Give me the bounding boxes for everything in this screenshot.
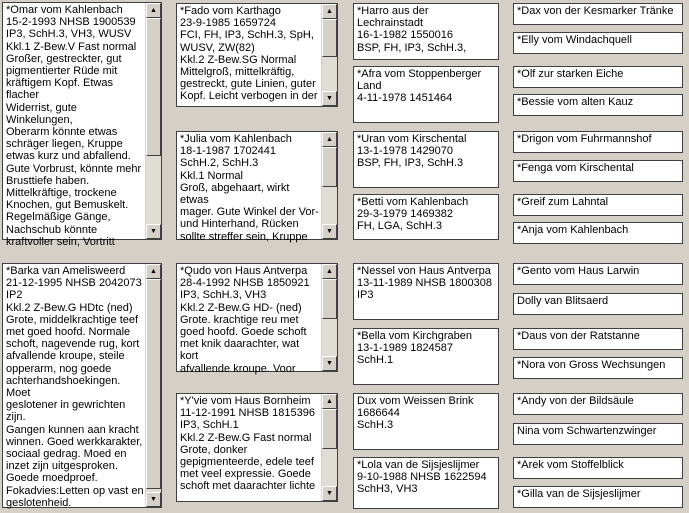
entry-text: *Uran vom Kirschental 13-1-1978 1429070 BSP, FH, IP3, SchH.3 (357, 133, 467, 170)
entry-text: *Greif zum Lahntal (517, 196, 609, 208)
pedigree-entry-ancestor[interactable] (513, 293, 683, 315)
entry-text: *Omar vom Kahlenbach 15-2-1993 NHSB 1900539 IP3, SchH.3, VH3, WUSV Kkl.1 Z-Bew.V Fast normal Großer, gestreckter, gut pigmentierter Rüde mit kräftigem Kopf. Etwas flacher Widerrist, gute Winkelungen, Oberarm könnte etwas schräger liegen, Kruppe etwas kurz und abfallend. Gute Vorbrust, könnte mehr Brusttiefe haben. Mittelkräftige, trockene Knochen, gut Bemuskelt. Regelmäßige Gänge, Nachschub könnte kraftvoller sein, Vortritt (6, 4, 142, 248)
scroll-down-arrow-icon[interactable]: ▼ (322, 224, 337, 239)
scroll-down-arrow-icon[interactable]: ▼ (146, 492, 161, 507)
pedigree-entry-sire-dam[interactable] (353, 328, 499, 385)
pedigree-entry-dam-sire[interactable] (353, 131, 499, 188)
scroll-thumb[interactable] (322, 147, 337, 187)
vertical-scrollbar[interactable] (145, 264, 161, 507)
pedigree-entry-sire-sire[interactable] (353, 263, 499, 320)
pedigree-entry-sire-sire[interactable] (353, 3, 499, 60)
scroll-thumb[interactable] (322, 19, 337, 57)
entry-text: Dolly van Blitsaerd (517, 295, 609, 307)
pedigree-entry-dam[interactable] (176, 131, 338, 243)
entry-text: *Julia vom Kahlenbach 18-1-1987 1702441 SchH.2, SchH.3 Kkl.1 Normal Groß, abgehaart, wirkt etwas mager. Gute Winkel der Vor- und Hinterhand, Rücken sollte streffer sein, Kruppe (180, 133, 319, 243)
pedigree-entry-ancestor[interactable] (513, 393, 683, 415)
entry-text: *Fenga vom Kirschental (517, 162, 634, 174)
pedigree-entry-dam-sire[interactable] (353, 393, 499, 450)
entry-text: Dux vom Weissen Brink 1686644 SchH.3 (357, 395, 474, 432)
scroll-thumb[interactable] (146, 18, 161, 156)
vertical-scrollbar[interactable] (145, 3, 161, 239)
pedigree-entry-dog[interactable] (2, 263, 162, 508)
pedigree-entry-dog[interactable] (2, 2, 162, 248)
pedigree-entry-ancestor[interactable] (513, 131, 683, 153)
vertical-scrollbar[interactable] (321, 394, 337, 501)
entry-text: *Betti vom Kahlenbach 29-3-1979 1469382 FH, LGA, SchH.3 (357, 196, 469, 233)
scroll-thumb[interactable] (322, 409, 337, 449)
entry-text: *Gento vom Haus Larwin (517, 265, 640, 277)
pedigree-entry-dam[interactable] (176, 393, 338, 502)
scroll-up-arrow-icon[interactable]: ▲ (322, 132, 337, 147)
scroll-up-arrow-icon[interactable]: ▲ (146, 264, 161, 279)
entry-text: *Afra vom Stoppenberger Land 4-11-1978 1451464 (357, 68, 482, 105)
entry-text: *Dax von der Kesmarker Tränke (517, 5, 674, 17)
entry-text: *Nora von Gross Wechsungen (517, 359, 666, 371)
pedigree-entry-ancestor[interactable] (513, 357, 683, 379)
entry-text: *Fado vom Karthago 23-9-1985 1659724 FCI, FH, IP3, SchH.3, SpH, WUSV, ZW(82) Kkl.2 Z-Bew.SG Normal Mittelgroß, mittelkräftig, gestreckt, gute Linien, guter Kopf. Leicht verbogen in der (180, 5, 318, 103)
entry-text: *Lola van de Sijsjeslijmer 9-10-1988 NHSB 1622594 SchH3, VH3 (357, 459, 487, 496)
scroll-down-arrow-icon[interactable]: ▼ (322, 486, 337, 501)
pedigree-entry-ancestor[interactable] (513, 194, 683, 216)
entry-text: *Y'vie vom Haus Bornheim 11-12-1991 NHSB 1815396 IP3, SchH.1 Kkl.2 Z-Bew.G Fast normal Grote, donker gepigmenteerde, edele teef met veel expressie. Goede schoft met daarachter lichte (180, 395, 316, 493)
pedigree-entry-ancestor[interactable] (513, 94, 683, 116)
entry-text: *Arek vom Stoffelblick (517, 459, 624, 471)
entry-text: *Gilla van de Sijsjeslijmer (517, 488, 641, 500)
entry-text: *Harro aus der Lechrainstadt 16-1-1982 1550016 BSP, FH, IP3, SchH.3, (357, 5, 467, 54)
pedigree-entry-ancestor[interactable] (513, 486, 683, 508)
entry-text: Nina vom Schwartenzwinger (517, 425, 657, 437)
scroll-thumb[interactable] (146, 279, 161, 489)
vertical-scrollbar[interactable] (321, 132, 337, 239)
entry-text: *Qudo von Haus Antverpa 28-4-1992 NHSB 1850921 IP3, SchH.3, VH3 Kkl.2 Z-Bew.G HD- (ned) Grote. krachtige reu met goed hoofd. Goede schoft met knik daarachter, wat kort afvallende kroupe. Voor (180, 265, 310, 375)
scroll-down-arrow-icon[interactable]: ▼ (322, 91, 337, 106)
entry-text: *Bessie vom alten Kauz (517, 96, 634, 108)
entry-text: *Nessel von Haus Antverpa 13-11-1989 NHSB 1800308 IP3 (357, 265, 492, 302)
pedigree-entry-ancestor[interactable] (513, 160, 683, 182)
pedigree-entry-sire[interactable] (176, 3, 338, 107)
pedigree-entry-ancestor[interactable] (513, 32, 683, 54)
pedigree-entry-ancestor[interactable] (513, 222, 683, 244)
entry-text: *Anja vom Kahlenbach (517, 224, 629, 236)
entry-text: *Bella vom Kirchgraben 13-1-1989 1824587 SchH.1 (357, 330, 472, 367)
pedigree-entry-ancestor[interactable] (513, 457, 683, 479)
pedigree-entry-ancestor[interactable] (513, 263, 683, 285)
pedigree-entry-dam-dam[interactable] (353, 194, 499, 240)
scroll-up-arrow-icon[interactable]: ▲ (322, 4, 337, 19)
entry-text: *Andy von der Bildsäule (517, 395, 634, 407)
scroll-thumb[interactable] (322, 279, 337, 319)
scroll-down-arrow-icon[interactable]: ▼ (146, 224, 161, 239)
scroll-up-arrow-icon[interactable]: ▲ (146, 3, 161, 18)
pedigree-entry-ancestor[interactable] (513, 66, 683, 88)
entry-text: *Daus von der Ratstanne (517, 330, 640, 342)
scroll-up-arrow-icon[interactable]: ▲ (322, 394, 337, 409)
entry-text: *Barka van Amelisweerd 21-12-1995 NHSB 2042073 IP2 Kkl.2 Z-Bew.G HDtc (ned) Grote, middelkrachtige teef met goed hoofd. Normale schoft, nagevende rug, kort afvallende kroupe, steile opperarm, nog goede achterhandshoekingen. Moet geslotener in gewrichten zijn. Gangen kunnen aan kracht winnen. Goed werkkarakter, sociaal gedrag. Moed en inzet zijn uitgesproken. Goede moedproef. Fokadvies:Letten op vast en geslotenheid. (6, 265, 144, 509)
pedigree-entry-sire-dam[interactable] (353, 66, 499, 123)
vertical-scrollbar[interactable] (321, 264, 337, 371)
pedigree-entry-sire[interactable] (176, 263, 338, 375)
pedigree-entry-ancestor[interactable] (513, 423, 683, 445)
scroll-up-arrow-icon[interactable]: ▲ (322, 264, 337, 279)
scroll-down-arrow-icon[interactable]: ▼ (322, 356, 337, 371)
pedigree-entry-dam-dam[interactable] (353, 457, 499, 509)
vertical-scrollbar[interactable] (321, 4, 337, 106)
entry-text: *Olf zur starken Eiche (517, 68, 624, 80)
pedigree-entry-ancestor[interactable] (513, 328, 683, 350)
entry-text: *Drigon vom Fuhrmannshof (517, 133, 652, 145)
entry-text: *Elly vom Windachquell (517, 34, 632, 46)
pedigree-entry-ancestor[interactable] (513, 3, 683, 25)
